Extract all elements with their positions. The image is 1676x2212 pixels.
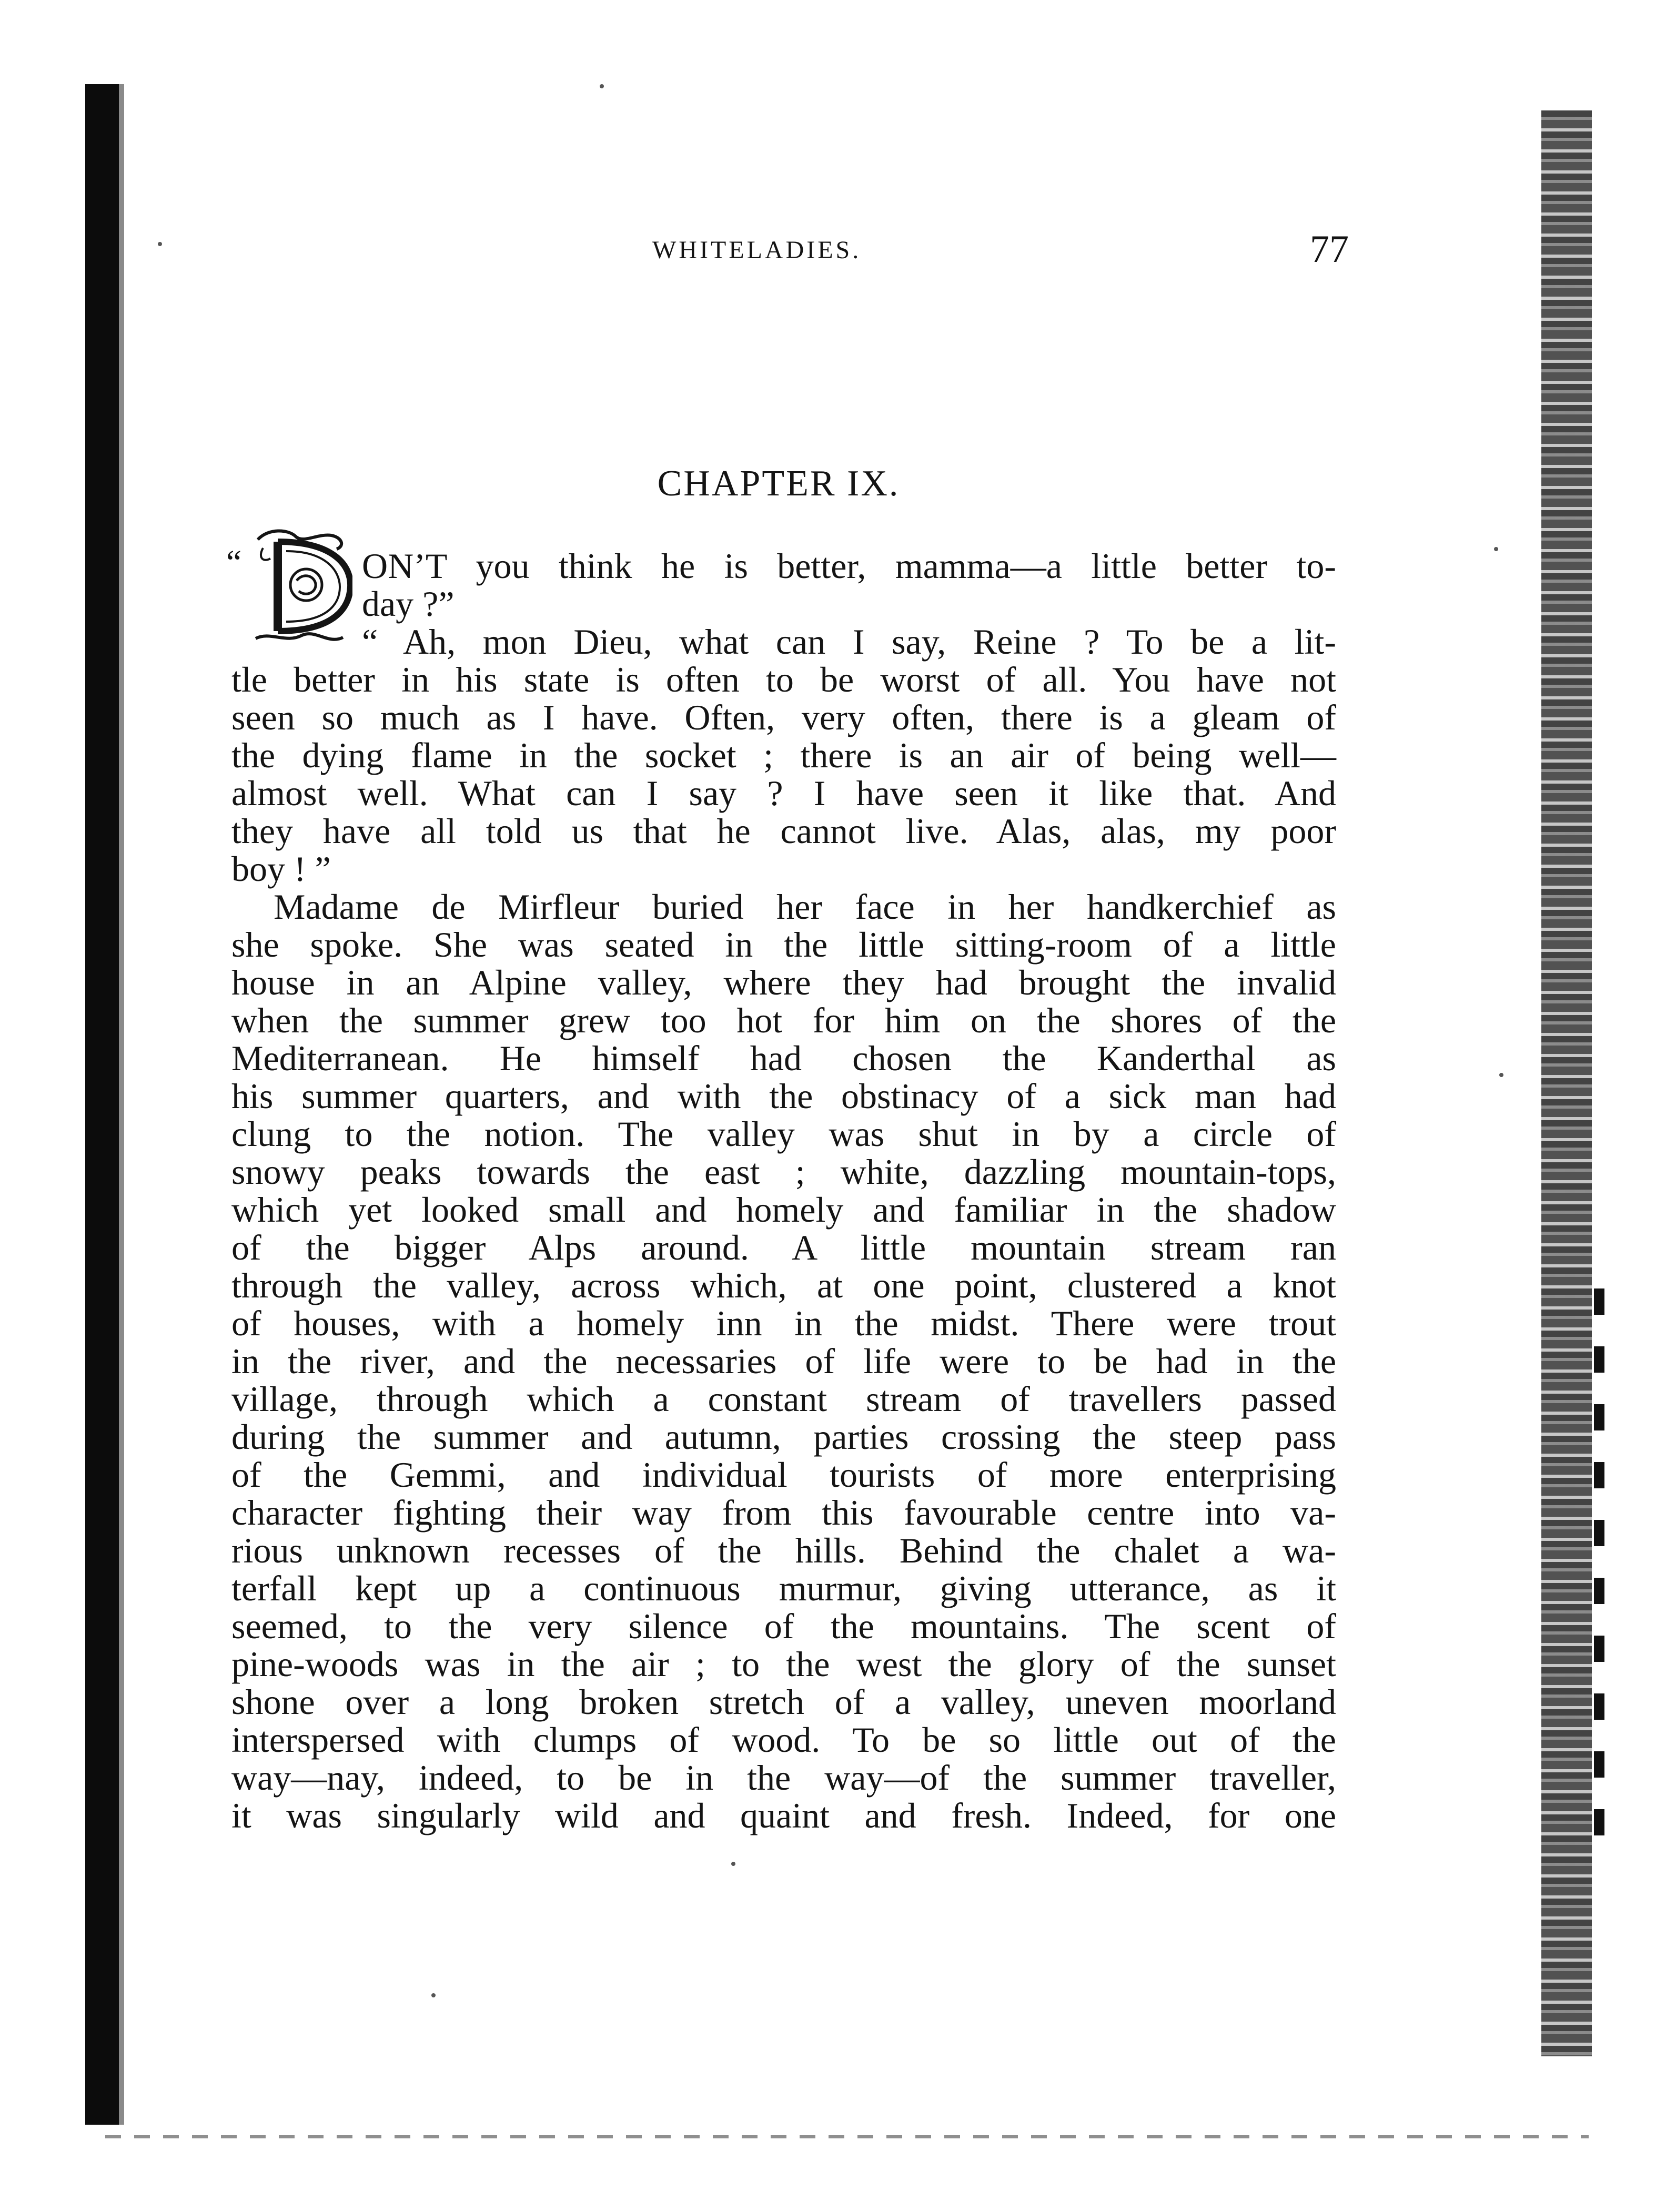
text-line: village, through which a constant stream of travellers passed: [231, 1379, 1336, 1419]
text-line: tle better in his state is often to be worst of all. You have not: [231, 659, 1336, 699]
scan-speck: [600, 84, 604, 88]
text-line: of houses, with a homely inn in the midst. There were trout: [231, 1303, 1336, 1343]
text-line: snowy peaks towards the east ; white, dazzling mountain-tops,: [231, 1152, 1336, 1192]
chapter-title: [0, 463, 1557, 505]
text-line: rious unknown recesses of the hills. Behind the chalet a wa-: [231, 1530, 1336, 1570]
scan-left-edge-shadow: [119, 84, 124, 2125]
text-line: through the valley, across which, at one point, clustered a knot: [231, 1265, 1336, 1305]
scan-speck: [731, 1862, 735, 1866]
drop-cap-d-ornament: [247, 526, 352, 652]
text-line: the dying flame in the socket ; there is an air of being well—: [231, 735, 1336, 775]
text-line: pine-woods was in the air ; to the west the glory of the sunset: [231, 1644, 1336, 1684]
text-line: during the summer and autumn, parties crossing the steep pass: [231, 1417, 1336, 1457]
chapter-title-text: CHAPTER IX.: [657, 463, 900, 504]
text-line: she spoke. She was seated in the little sitting-room of a little: [231, 925, 1336, 965]
text-line: which yet looked small and homely and familiar in the shadow: [231, 1190, 1336, 1230]
text-line: Madame de Mirfleur buried her face in her handkerchief as: [274, 887, 1336, 927]
scan-speck: [1494, 547, 1498, 551]
text-line: character fighting their way from this favourable centre into va-: [231, 1493, 1336, 1533]
running-head-title: WHITELADIES.: [652, 236, 862, 264]
text-line: shone over a long broken stretch of a valley, uneven moorland: [231, 1682, 1336, 1722]
scan-speck: [431, 1993, 436, 1997]
scan-bottom-edge: [105, 2135, 1589, 2138]
text-line: in the river, and the necessaries of life were to be had in the: [231, 1341, 1336, 1381]
text-line: boy ! ”: [231, 849, 331, 889]
text-line: of the Gemmi, and individual tourists of more enterprising: [231, 1455, 1336, 1495]
text-line: Mediterranean. He himself had chosen the Kanderthal as: [231, 1038, 1336, 1078]
drop-cap-open-quote: “: [226, 543, 242, 582]
text-line: interspersed with clumps of wood. To be so little out of the: [231, 1720, 1336, 1760]
text-line: when the summer grew too hot for him on the shores of the: [231, 1000, 1336, 1040]
text-line: his summer quarters, and with the obstinacy of a sick man had: [231, 1076, 1336, 1116]
scan-left-edge: [85, 84, 119, 2125]
text-line: house in an Alpine valley, where they had brought the invalid: [231, 962, 1336, 1002]
text-line: terfall kept up a continuous murmur, giving utterance, as it: [231, 1568, 1336, 1608]
scan-speck: [158, 242, 162, 246]
text-line: ON’T you think he is better, mamma—a little better to-: [362, 546, 1336, 586]
text-line: clung to the notion. The valley was shut in by a circle of: [231, 1114, 1336, 1154]
text-line: way—nay, indeed, to be in the way—of the summer traveller,: [231, 1758, 1336, 1798]
text-line: seemed, to the very silence of the mountains. The scent of: [231, 1606, 1336, 1646]
text-line: almost well. What can I say ? I have seen it like that. And: [231, 773, 1336, 813]
text-line: it was singularly wild and quaint and fresh. Indeed, for one: [231, 1795, 1336, 1835]
text-line: day ?”: [362, 584, 455, 624]
scan-right-edge: [1541, 110, 1592, 2056]
text-line: “ Ah, mon Dieu, what can I say, Reine ? To be a lit-: [362, 622, 1336, 662]
scan-speck: [1499, 1073, 1503, 1077]
text-line: of the bigger Alps around. A little mountain stream ran: [231, 1227, 1336, 1267]
scan-right-edge-marks: [1594, 1288, 1604, 1867]
page-number: 77: [1310, 228, 1349, 271]
text-line: seen so much as I have. Often, very often, there is a gleam of: [231, 697, 1336, 737]
text-line: they have all told us that he cannot live. Alas, alas, my poor: [231, 811, 1336, 851]
